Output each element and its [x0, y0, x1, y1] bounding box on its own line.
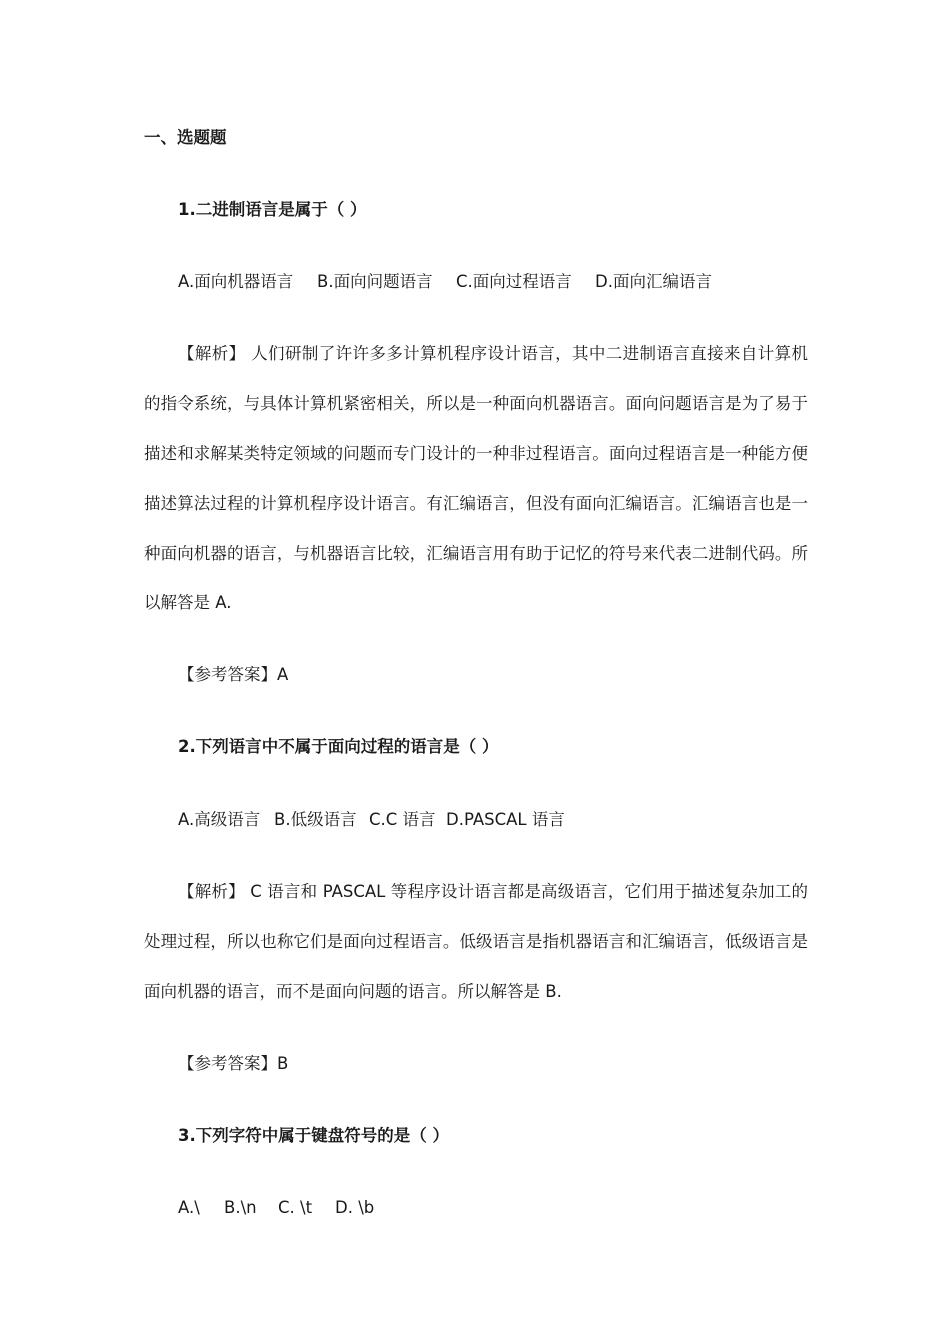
question-3-stem: 3.下列字符中属于键盘符号的是（ ）: [178, 1126, 449, 1145]
question-3-option-b: B.\n: [224, 1198, 257, 1217]
question-3-option-d: D. \b: [335, 1198, 375, 1217]
question-1-options: [178, 271, 712, 293]
question-1-analysis-line: 描述算法过程的计算机程序设计语言。有汇编语言，但没有面向汇编语言。汇编语言也是一: [144, 494, 808, 513]
question-2-options: [178, 809, 565, 831]
question-2-option-b: B.低级语言: [274, 810, 357, 829]
question-2-analysis-line: 处理过程，所以也称它们是面向过程语言。低级语言是指机器语言和汇编语言，低级语言是: [144, 932, 808, 951]
question-2-analysis-line: 面向机器的语言，而不是面向问题的语言。所以解答是 B.: [144, 982, 562, 1001]
question-2-option-c: C.C 语言: [369, 810, 436, 829]
question-2-answer: 【参考答案】B: [178, 1054, 289, 1073]
section-title: 一、选题题: [144, 128, 227, 147]
question-2-stem: 2.下列语言中不属于面向过程的语言是（ ）: [178, 737, 499, 756]
question-1-analysis-line: 【解析】 人们研制了许许多多计算机程序设计语言，其中二进制语言直接来自计算机: [178, 344, 808, 363]
question-2-option-d: D.PASCAL 语言: [446, 810, 565, 829]
question-3-options: [178, 1197, 374, 1219]
question-3-option-c: C. \t: [278, 1198, 313, 1217]
question-1-stem: 1.二进制语言是属于（ ）: [178, 200, 367, 219]
question-1-analysis-line: 描述和求解某类特定领域的问题而专门设计的一种非过程语言。面向过程语言是一种能方便: [144, 444, 808, 463]
question-1-analysis-line: 的指令系统，与具体计算机紧密相关，所以是一种面向机器语言。面向问题语言是为了易于: [144, 394, 808, 413]
question-1-analysis-line: 以解答是 A.: [144, 593, 232, 612]
question-1-option-c: C.面向过程语言: [456, 272, 572, 291]
question-3-option-a: A.\: [178, 1198, 200, 1217]
question-1-option-a: A.面向机器语言: [178, 272, 294, 291]
question-2-option-a: A.高级语言: [178, 810, 261, 829]
question-1-analysis-line: 种面向机器的语言，与机器语言比较，汇编语言用有助于记忆的符号来代表二进制代码。所: [144, 544, 808, 563]
question-1-option-d: D.面向汇编语言: [595, 272, 712, 291]
question-1-option-b: B.面向问题语言: [317, 272, 433, 291]
question-2-analysis-line: 【解析】 C 语言和 PASCAL 等程序设计语言都是高级语言，它们用于描述复杂加工的: [178, 882, 808, 901]
question-1-answer: 【参考答案】A: [178, 665, 289, 684]
